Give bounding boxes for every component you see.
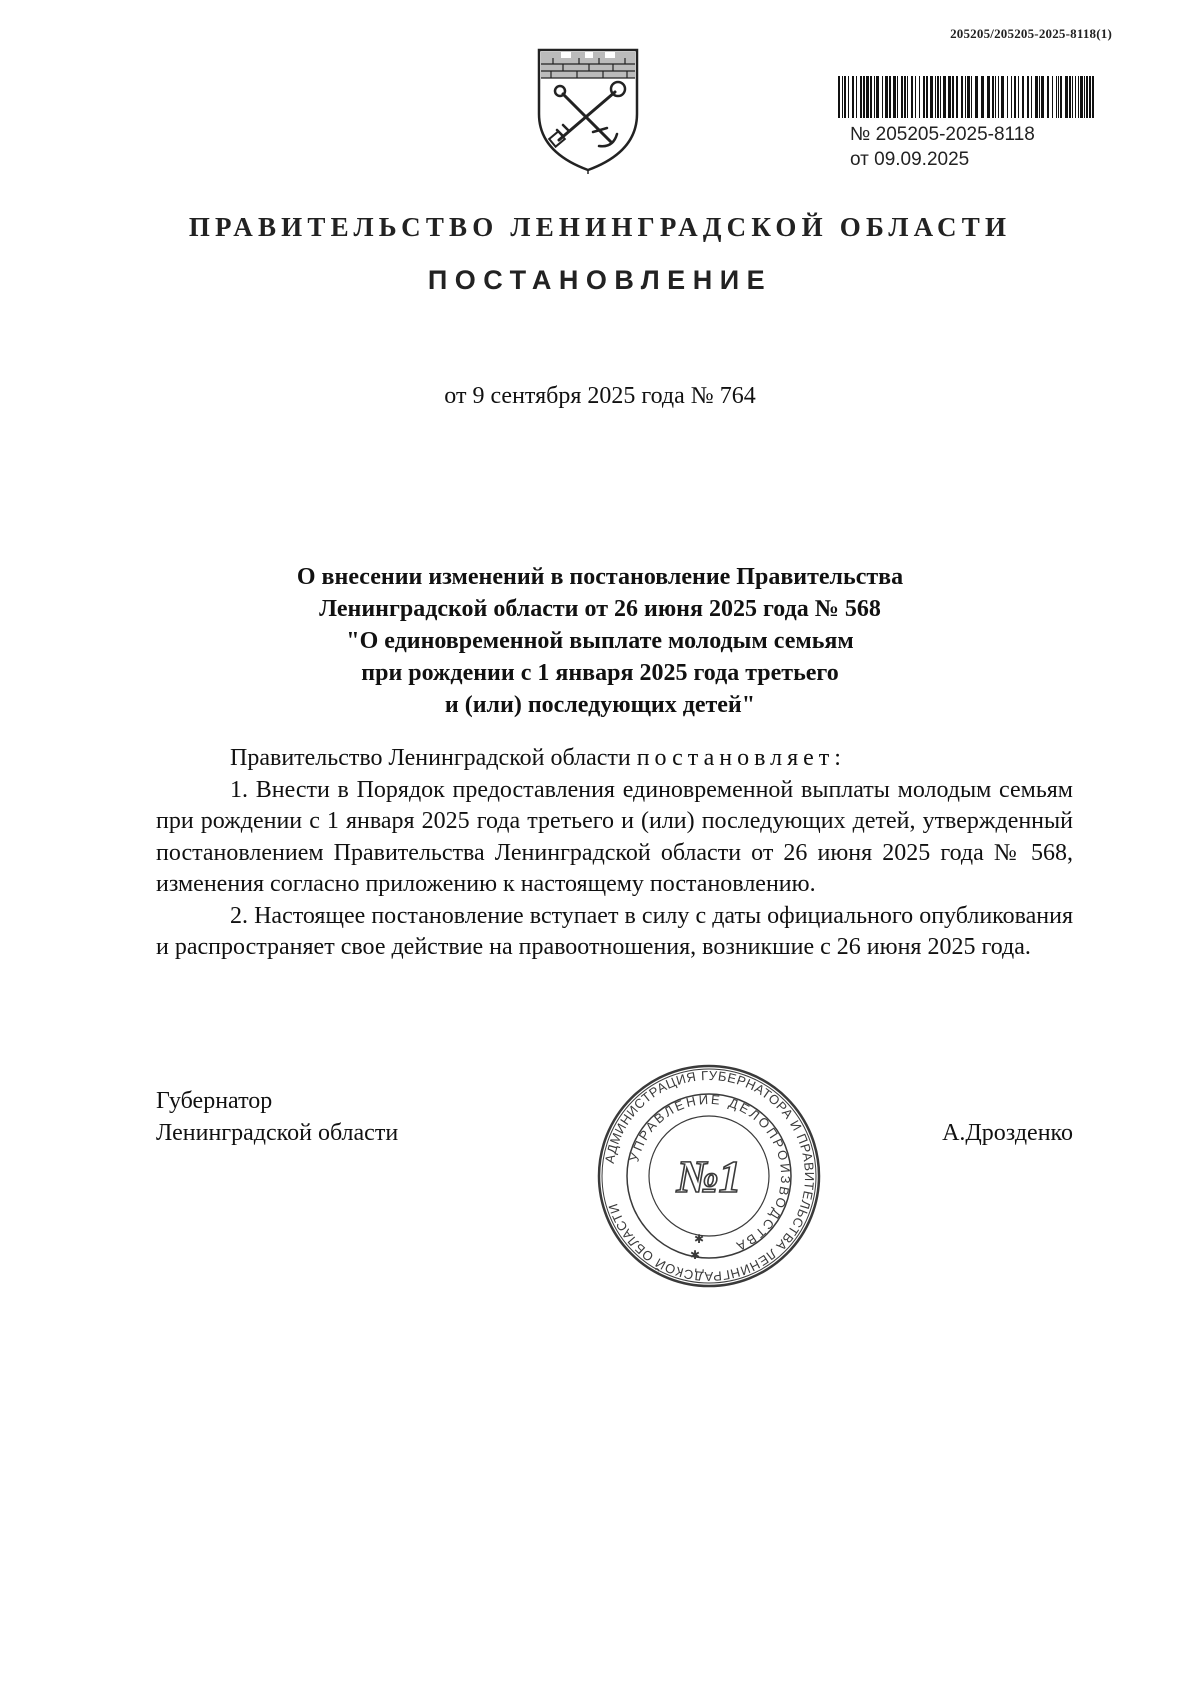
barcode-icon	[838, 76, 1096, 118]
registration-date: от 09.09.2025	[850, 149, 970, 170]
svg-text:✱: ✱	[690, 1248, 701, 1262]
body-item-2: 2. Настоящее постановление вступает в силу с даты официального опубликования и распространяет свое действие на правоотношения, возникшие с 26 июня 2025 года.	[156, 902, 1073, 960]
title-line: при рождении с 1 января 2025 года третьего	[361, 660, 839, 686]
stamp-center-number: №1	[676, 1151, 742, 1202]
title-line: Ленинградской области от 26 июня 2025 года № 568	[319, 596, 881, 622]
stamp-outer-text: АДМИНИСТРАЦИЯ ГУБЕРНАТОРА И ПРАВИТЕЛЬСТВА ЛЕНИНГРАДСКОЙ ОБЛАСТИ	[601, 1067, 818, 1285]
position-line: Ленинградской области	[156, 1120, 399, 1146]
stamp-inner-text: УПРАВЛЕНИЕ ДЕЛОПРОИЗВОДСТВА	[626, 1091, 794, 1255]
document-id: 205205/205205-2025-8118(1)	[950, 26, 1112, 41]
preamble-subject: Правительство Ленинградской области	[230, 745, 631, 771]
preamble	[156, 743, 1073, 775]
title-line: и (или) последующих детей"	[444, 692, 756, 718]
official-stamp	[594, 1061, 824, 1291]
document-title	[0, 561, 1200, 721]
document-type-heading: ПОСТАНОВЛЕНИЕ	[427, 265, 773, 295]
title-line: О внесении изменений в постановление Правительства	[296, 564, 904, 590]
registration-number: № 205205-2025-8118	[850, 124, 1035, 145]
coat-of-arms-icon	[533, 44, 643, 176]
document-date-number: от 9 сентября 2025 года № 764	[444, 383, 756, 409]
signatory-position	[156, 1085, 398, 1149]
position-line: Губернатор	[156, 1088, 273, 1114]
registration-block	[850, 122, 1035, 172]
authority-heading: ПРАВИТЕЛЬСТВО ЛЕНИНГРАДСКОЙ ОБЛАСТИ	[188, 212, 1012, 242]
signatory-name: А.Дрозденко	[942, 1120, 1073, 1146]
preamble-verb: постановляет:	[636, 745, 846, 771]
svg-text:✱: ✱	[694, 1232, 705, 1246]
title-line: "О единовременной выплате молодым семьям	[346, 628, 854, 654]
body-item-1: 1. Внести в Порядок предоставления единовременной выплаты молодым семьям при рождении с 1 января 2025 года третьего и (или) последующих детей, утвержденный постановлением Правительства Ленинградской области от 26 июня 2025 года № 568, изменения согласно приложению к настоящему постановлению.	[156, 776, 1073, 897]
document-body	[156, 743, 1073, 964]
